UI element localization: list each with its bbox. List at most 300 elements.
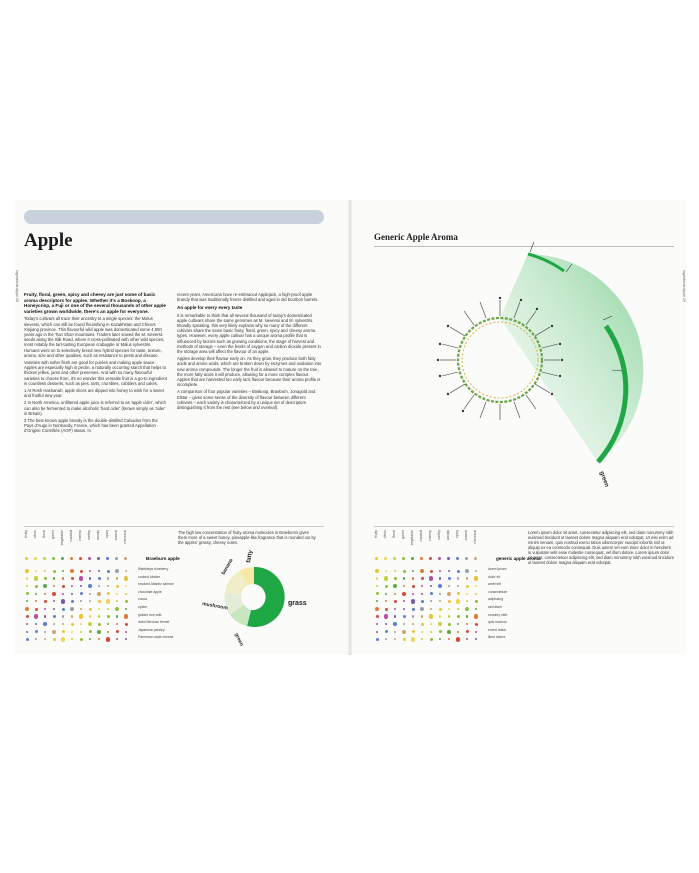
grid-dot [89,593,91,595]
grid-dot [62,623,64,625]
grid-dot [61,599,66,604]
grid-row-label: smoked Atlantic salmon [138,582,174,587]
grid-dot [125,608,127,610]
donut-label-green: green [233,632,245,648]
grid-dot [115,557,118,560]
grid-dot [448,608,450,610]
grid-dot [385,623,387,625]
side-label-left: Ingredients Apple 28 [15,270,19,302]
section-heading: An apple for every every taste [177,305,243,311]
chart-note: Lorem ipsum dolor sit amet, consectetur adipiscing elit, sed diam nonummy nibh euismod tincidunt ut laoreet dolore magna aliquam erat volutpat. Ut wisi enim ad minim veniam, quis nostrud exerci tation ullamcorper suscipit lobortis nisl ut aliquip ex ea commodo consequat. Duis autem vel eum iriure dolor in hendrerit in vulputate velit esse molestie consequat, vel illum dolore. Lorem ipsum dolor sit amet, consectetuer adipiscing elit, sed diam nonummy nibh euismod tincidunt ut laoreet dolore magna aliquam erat volutpat. [528,530,674,565]
grid-dot [438,557,441,560]
grid-dot [98,577,101,580]
grid-dot [62,577,64,579]
grid-dot [80,623,82,625]
grid-dot [439,615,441,617]
grid-dot [71,631,73,633]
grid-dot [107,592,110,595]
grid-dot [80,585,82,587]
chart-title: Generic Apple Aroma [374,232,458,242]
grid-dot [421,600,424,603]
grid-dot [411,557,414,560]
grid-dot [107,577,109,579]
grid-dot [466,615,468,617]
grid-dot [448,615,450,617]
body-paragraph: A comparison of four popular varieties – Boskoop, Braeburn, Jonagold and Elstar – gives some sense of the diversity of flavour between different cultivars – each variety is characterized by a unique set of descriptors distinguishing it from the rest (see below and overleaf). [177,389,316,411]
grid-dot [43,622,48,627]
grid-dot [420,569,425,574]
grid-row-label: golden rice wild [138,612,162,617]
grid-dot [457,615,460,618]
grid-dot [394,631,396,633]
grid-dot [125,638,127,640]
grid-dot [412,585,415,588]
grid-dot [448,623,451,626]
grid-dot [116,638,118,640]
grid-header: cheesy [428,530,432,542]
grid-dot [448,638,450,640]
grid-dot [457,577,459,579]
grid-header: vegetable [410,530,414,546]
grid-dot [98,600,101,603]
grid-dot [98,608,100,610]
body-column-2 [177,292,322,412]
grid-dot [394,600,397,603]
grid-dot [439,630,442,633]
grid-dot [107,608,109,610]
grid-dot [80,600,82,602]
grid-dot [411,599,416,604]
grid-dot [35,593,37,595]
grid-dot [80,638,83,641]
grid-dot [457,592,460,595]
grid-dot [466,630,469,633]
grid-dot [438,622,443,627]
grid-dot [430,585,432,587]
grid-dot [394,615,396,617]
grid-header: spicy [105,530,109,538]
grid-header: animal [464,530,468,541]
grid-dot [394,608,396,610]
grid-header: roasted [69,530,73,542]
grid-dot [403,615,406,618]
grid-dot [430,638,433,641]
grid-dot [70,569,75,574]
grid-dot [44,577,47,580]
grid-dot [26,631,28,633]
grid-dot [403,600,405,602]
grid-dot [62,615,64,617]
grid-dot [421,615,423,617]
grid-dot [421,577,424,580]
body-paragraph: Today's cultivars all trace their ancestry to a single species: the Malus sieversii, which can still be found flourishing in Kazakhstan and China's Xinjiang province. This flavourful wild apple was domesticated some 4,000 years ago in the Tian Shan mountains. Traders later sowed the M. sieversii seeds along the Silk Road, where it cross-pollinated with other wild species, most notably the tart-tasting European crabapple or Malus sylvestris. Humans went on to selectively breed new hybrid species for taste, texture, aroma, size and other qualities, such as resistance to pests and disease. [24,316,165,358]
grid-header: woody [96,530,100,541]
grid-dot [98,570,100,572]
grid-dot [62,570,64,572]
grid-row-label: nonumy nibh [488,612,508,617]
grid-dot [447,592,452,597]
grid-dot [475,623,478,626]
grid-dot [376,615,379,618]
grid-dot [385,570,387,572]
grid-header: floral [392,530,396,538]
grid-dot [116,600,118,602]
grid-dot [43,557,46,560]
grid-dot [53,638,56,641]
donut-label-mushroom: mushroom [201,601,229,612]
body-paragraph: 1 At Rosh Hashanah, apple slices are dipped into honey to wish for a sweet and fruitful new year. [24,388,164,399]
divider [24,526,324,527]
grid-dot [403,638,406,641]
grid-header: earthy [437,530,441,540]
grid-dot [106,637,111,642]
grid-dot [385,608,388,611]
grid-dot [71,593,73,595]
body-paragraph: 2 In North America, unfiltered apple juice is referred to as 'apple cider', which can also be fermented to make alcoholic 'hard cider' (known simply as 'cider' in Britain). [24,400,166,416]
grid-dot [53,577,55,579]
grid-dot [394,570,396,572]
grid-dot [106,557,109,560]
grid-dot [53,608,55,610]
grid-dot [430,600,432,602]
grid-header: green [401,530,405,539]
grid-dot [79,614,84,619]
grid-dot [44,600,47,603]
grid-dot [394,577,397,580]
grid-dot [116,623,118,625]
grid-dot [412,623,414,625]
grid-dot [62,630,65,633]
grid-dot [447,557,450,560]
donut-label-fatty: fatty [246,549,255,564]
grid-dot [430,592,433,595]
grid-dot [89,577,91,579]
grid-dot [456,637,461,642]
grid-dot [124,576,129,581]
title-rule [374,246,674,247]
body-column-1 [24,292,167,436]
donut-label-grass: grass [288,600,307,607]
grid-dot [34,576,39,581]
grid-dot [80,570,83,573]
grid-dot [71,600,74,603]
body-paragraph: Varieties with softer flesh are good for purées and making apple sauce. Apples are especially high in pectin, a naturally occurring starch that helps to thicken jellies, jams and other preserves. And with so many flavourful varieties to choose from, it's no wonder this versatile fruit is a go-to ingredient in countless desserts, such as pies, tarts, crumbles, cobblers and cakes. [24,360,168,386]
grid-dot [456,557,459,560]
grid-dot [376,585,378,587]
wheel-label-green: green [598,470,610,489]
grid-dot [475,593,477,595]
grid-dot [62,593,64,595]
grid-dot [448,577,451,580]
grid-dot [457,570,460,573]
grid-dot [52,557,55,560]
grid-dot [35,600,37,602]
grid-dot [53,615,56,618]
grid-dot [439,593,441,595]
grid-dot [98,585,100,587]
grid-dot [71,638,73,640]
grid-dot [80,608,82,610]
grid-row-label: sed diam [488,605,502,609]
grid-header: roasted [419,530,423,542]
grid-dot [34,557,37,560]
grid-dot [44,631,46,633]
right-page [352,200,687,655]
grid-dot [26,585,28,587]
grid-dot [124,557,127,560]
grid-dot [53,623,55,625]
grid-dot [88,584,93,589]
grid-header: citrus [383,530,387,539]
grid-dot [412,593,414,595]
grid-dot [107,631,109,633]
grid-row-label: Parmesan-style cheese [138,635,174,640]
grid-dot [116,593,118,595]
grid-header: chemical [473,530,477,544]
grid-dot [394,638,396,640]
grid-dot [26,577,28,579]
book-spread [14,200,687,655]
grid-dot [475,638,477,640]
grid-header: fruity [24,530,28,538]
chart-note: The high low concentration of fruity aroma molecules in Braeburns gives them more of a sweet honey, pineapple-like fragrance that is rounded out by the apples' grassy, cheesy notes. [178,530,316,545]
grid-dot [53,600,55,602]
grid-dot [430,570,433,573]
grid-dot [26,592,29,595]
grid-row-label: adipiscing [488,597,504,602]
grid-header: animal [114,530,118,541]
grid-dot [52,592,57,597]
grid-dot [457,623,459,625]
grid-dot [116,577,118,579]
grid-dot [125,585,127,587]
grid-row-label: chocolate apple [138,589,162,594]
grid-dot [439,577,441,579]
grid-dot [439,570,441,572]
grid-dot [89,638,91,640]
grid-dot [412,577,414,579]
grid-dot [106,599,111,604]
grid-dot [466,577,468,579]
grid-dot [70,557,73,560]
grid-dot [430,623,432,625]
grid-dot [80,592,83,595]
grid-header: spicy [455,530,459,538]
grid-header: cheesy [78,530,82,542]
grid-dot [35,638,37,640]
aroma-donut-chart [201,545,324,655]
grid-dot [98,615,100,617]
grid-dot [448,585,450,587]
grid-dot [403,623,405,625]
grid-dot [97,557,100,560]
grid-row-label: cocoa [138,597,148,602]
grid-dot [421,638,423,640]
grid-title: generic apple aroma [496,556,541,561]
grid-dot [412,630,415,633]
grid-dot [107,570,110,573]
grid-dot [430,631,432,633]
grid-dot [89,600,91,602]
grid-dot [465,557,468,560]
grid-dot [475,600,478,603]
grid-dot [384,614,389,619]
grid-dot [474,614,479,619]
donut-label-banana: banana [220,557,235,576]
grid-dot [393,622,398,627]
divider [374,526,674,527]
grid-dot [466,600,468,602]
grid-dot [44,608,46,610]
grid-dot [35,608,38,611]
grid-dot [420,557,423,560]
grid-dot [412,608,415,611]
grid-dot [71,577,74,580]
grid-dot [474,576,479,581]
grid-dot [402,630,407,635]
grid-dot [421,593,423,595]
grid-dot [98,623,101,626]
grid-dot [70,607,75,612]
pairing-grid-right [374,530,554,650]
grid-dot [402,592,407,597]
grid-header: fruity [374,530,378,538]
grid-dot [89,608,92,611]
grid-dot [97,592,102,597]
grid-dot [420,607,425,612]
grid-dot [475,608,477,610]
grid-dot [26,600,28,602]
pairing-grid-left [24,530,204,650]
grid-dot [125,600,128,603]
grid-title: Braeburn apple [146,556,180,561]
grid-dot [62,608,65,611]
grid-dot [89,615,91,617]
grid-dot [376,592,379,595]
grid-dot [35,623,37,625]
grid-dot [393,584,398,589]
grid-dot [447,630,452,635]
grid-dot [421,631,423,633]
grid-dot [385,600,387,602]
grid-dot [385,630,388,633]
grid-dot [394,593,396,595]
grid-dot [403,570,406,573]
grid-dot [53,570,56,573]
grid-dot [44,593,46,595]
grid-dot [79,557,82,560]
grid-header: vegetable [60,530,64,546]
grid-dot [107,585,109,587]
body-paragraph: recent years, Americans have re-embraced Applejack, a high-proof apple brandy that was traditionally freeze distilled and aged in old bourbon barrels. [177,292,319,303]
grid-header: earthy [87,530,91,540]
grid-dot [465,607,470,612]
grid-dot [44,638,46,640]
page-title: Apple [24,230,73,251]
grid-dot [474,557,477,560]
grid-dot [35,630,38,633]
grid-dot [43,584,48,589]
grid-dot [403,585,405,587]
grid-dot [34,614,39,619]
grid-dot [26,615,29,618]
header-bar [24,210,324,224]
grid-dot [25,557,28,560]
grid-dot [61,557,64,560]
side-label-right: Ingredients Apple 29 [682,270,686,302]
grid-dot [466,638,468,640]
grid-dot [89,630,92,633]
grid-dot [448,570,450,572]
body-paragraph: It is remarkable to think that all several thousand of today's domesticated apple cultivars share the same genomes as M. sieversii and M. sylvestris. Broadly speaking, this very likely explains why so many of the different cultivars share the same basic fruity, floral, green, spicy and cheesy aroma types. However, every apple cultivar has a unique aroma profile that is influenced by factors such as growing conditions, the stage of harvest and methods of storage – even the levels of oxygen and carbon dioxide present in the storage area will affect the flavour of an apple. [177,312,321,355]
wheel-inner-ring-2 [462,322,538,398]
grid-row-label: quis nostrud [488,620,507,625]
grid-dot [44,570,46,572]
grid-dot [89,570,91,572]
grid-dot [429,557,432,560]
grid-dot [376,638,379,641]
grid-dot [376,631,378,633]
grid-dot [475,570,477,572]
grid-dot [384,557,387,560]
grid-dot [438,584,443,589]
grid-dot [402,557,405,560]
grid-dot [125,570,127,572]
grid-row-label: dolor sit [488,574,500,579]
grid-dot [80,631,82,633]
grid-dot [25,607,30,612]
grid-dot [116,585,119,588]
grid-row-label: lorem ipsum [488,567,507,571]
grid-dot [52,630,57,635]
grid-dot [71,615,73,617]
grid-dot [466,593,468,595]
grid-dot [439,638,441,640]
grid-dot [439,608,442,611]
grid-dot [385,593,387,595]
grid-header: chemical [123,530,127,544]
grid-dot [88,622,93,627]
grid-header: woody [446,530,450,541]
grid-row-label: Japanese parsley [138,627,165,632]
body-paragraph: Apples develop their flavour early on. As they grow, they produce both fatty acids and amino acids, which are broken down by enzymes and oxidation into new aroma compounds. The longer the fruit is allowed to mature on the tree, the more fatty acids it will produce, allowing for a more complex flavour. Apples that are harvested too early lack flavour because their aroma profile is incomplete. [177,356,322,388]
grid-dot [475,585,477,587]
grid-row-label: Rabbiteye blueberry [138,567,169,571]
grid-header: citrus [33,530,37,539]
grid-dot [466,623,468,625]
grid-dot [116,615,118,617]
grid-dot [457,585,459,587]
grid-dot [26,623,28,625]
grid-dot [403,577,405,579]
grid-row-label: exerci tation [488,627,507,632]
grid-dot [376,577,378,579]
grid-row-label: illum dolore [488,635,506,640]
grid-dot [71,585,73,587]
grid-dot [44,615,46,617]
grid-dot [411,637,416,642]
grid-dot [125,631,127,633]
grid-dot [412,570,414,572]
grid-dot [62,585,65,588]
grid-dot [403,608,405,610]
grid-row-label: consectetuer [488,589,508,594]
grid-row-label: dried Mexican fennel [138,620,170,625]
grid-dot [26,638,29,641]
grid-dot [384,576,389,581]
grid-dot [88,557,91,560]
grid-dot [385,638,387,640]
